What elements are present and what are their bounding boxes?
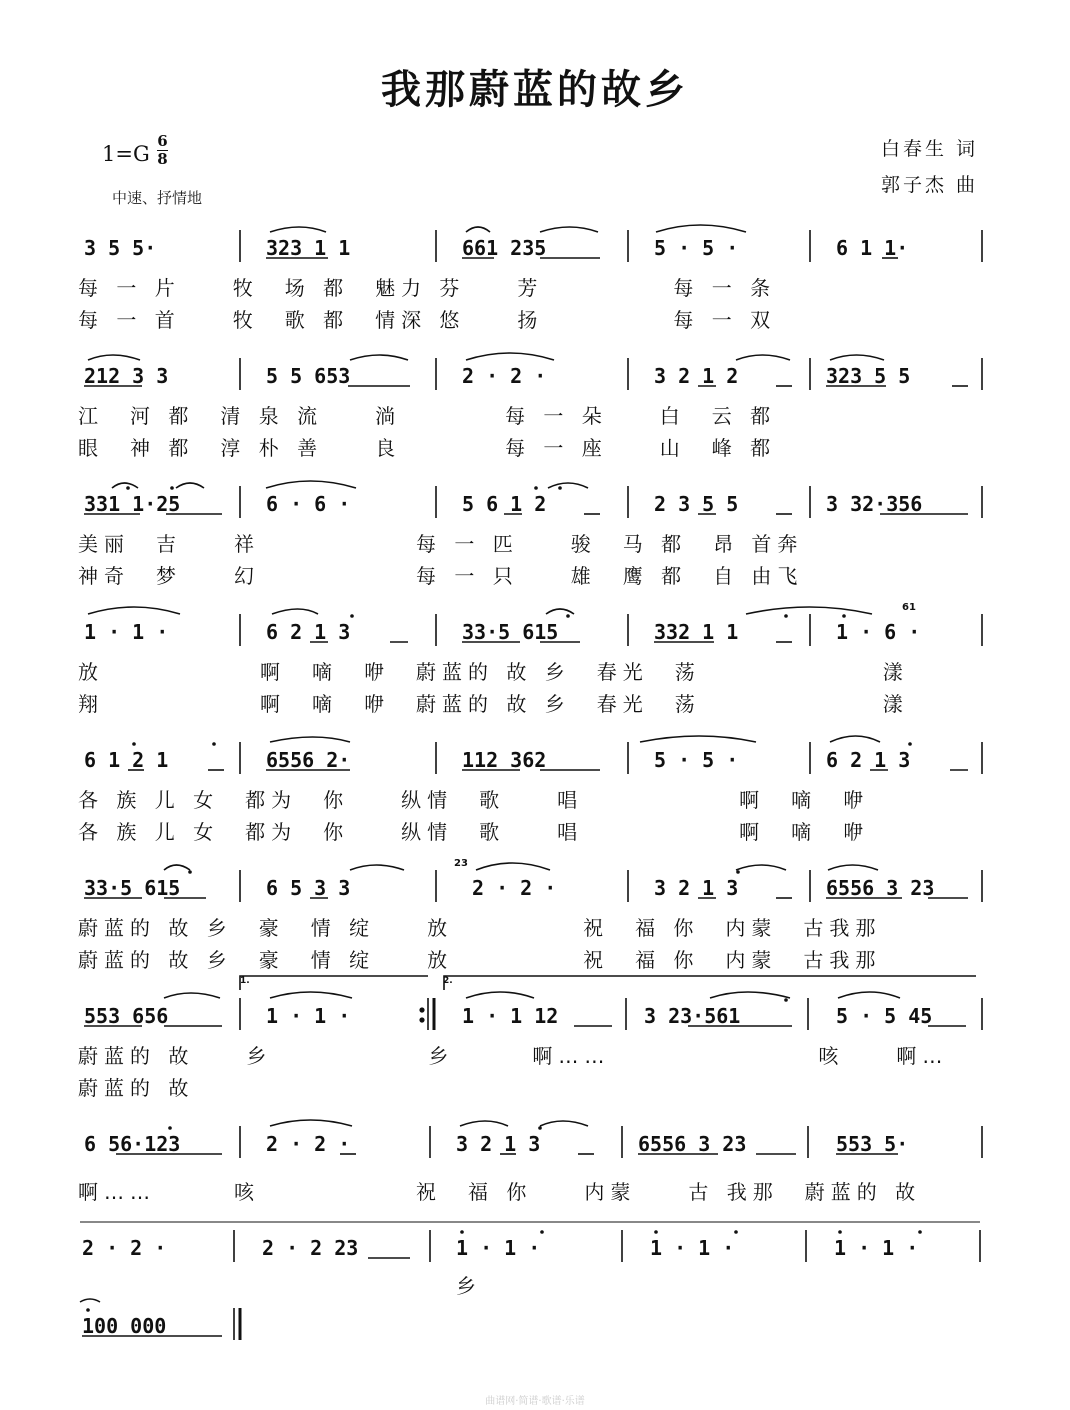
system-1-measure-2: 323 1 1: [266, 236, 351, 260]
system-2-measure-2: 5 5 653: [266, 364, 351, 388]
system-4-measure-2: 6 2 1 3: [266, 620, 351, 644]
system-3-measure-2: 6 · 6 ·: [266, 492, 351, 516]
tempo-marking: 中速、抒情地: [112, 189, 203, 207]
system-7-lyrics-verse-2: 蔚蓝的 故: [78, 1076, 195, 1100]
system-3-measure-1: 331 1·25: [84, 492, 181, 516]
volta-1-label: 1.: [240, 976, 250, 986]
system-1-measure-5: 6 1 1·: [836, 236, 909, 260]
system-9-measure-5: 1 · 1 ·: [834, 1236, 919, 1260]
system-3-lyrics-verse-2: 神奇 梦 幻 每 一 只 雄 鹰 都 自 由飞: [78, 564, 804, 588]
system-5-lyrics-verse-1: 各 族 儿 女 都为 你 纵情 歌 唱 啊 嘀 咿: [78, 788, 870, 812]
system-5-measure-2: 6556 2·: [266, 748, 351, 772]
system-2-measure-3: 2 · 2 ·: [462, 364, 547, 388]
system-6-measure-4: 3 2 1 3: [654, 876, 739, 900]
system-5-measure-1: 6 1 2 1: [84, 748, 169, 772]
system-4-measure-3: 33·5 615: [462, 620, 559, 644]
system-4-measure-4: 332 1 1: [654, 620, 739, 644]
system-7-lyrics-verse-1: 蔚蓝的 故 乡 乡 啊…… 咳 啊…: [78, 1044, 949, 1068]
song-title: 我那蔚蓝的故乡: [381, 67, 689, 113]
key-signature: 1=G: [102, 142, 150, 166]
system-1-measure-4: 5 · 5 ·: [654, 236, 739, 260]
system-9-lyrics: 乡: [456, 1274, 482, 1298]
system-8-measure-2: 2 · 2 ·: [266, 1132, 351, 1156]
system-5-measure-3: 112 362: [462, 748, 547, 772]
system-7-measure-1: 553 656: [84, 1004, 169, 1028]
system-1-lyrics-verse-1: 每 一 片 牧 场 都 魅力 芬 芳 每 一 条: [78, 276, 777, 300]
system-8-measure-4: 6556 3 23: [638, 1132, 747, 1156]
system-8-measure-5: 553 5·: [836, 1132, 909, 1156]
system-5-measure-5: 6 2 1 3: [826, 748, 911, 772]
system-2-lyrics-verse-1: 江 河 都 清 泉 流 淌 每 一 朵 白 云 都: [78, 404, 777, 428]
lyricist-credit: 白春生 词: [880, 138, 978, 160]
system-5-lyrics-verse-2: 各 族 儿 女 都为 你 纵情 歌 唱 啊 嘀 咿: [78, 820, 870, 844]
system-1-lyrics-verse-2: 每 一 首 牧 歌 都 情深 悠 扬 每 一 双: [78, 308, 777, 332]
system-9-measure-2: 2 · 2 23: [262, 1236, 359, 1260]
system-10-measure-1: 100 000: [82, 1314, 167, 1338]
system-7-measure-2: 1 · 1 ·: [266, 1004, 351, 1028]
volta-2-label: 2.: [443, 976, 453, 986]
system-7-measure-4: 3 23·561: [644, 1004, 741, 1028]
system-6-measure-5: 6556 3 23: [826, 876, 935, 900]
system-4-measure-5: 1 · 6 ·: [836, 620, 921, 644]
system-6-lyrics-verse-1: 蔚蓝的 故 乡 豪 情 绽 放 祝 福 你 内蒙 古我那: [78, 916, 882, 940]
time-numerator: 6: [157, 132, 168, 150]
system-4-lyrics-verse-1: 放 啊 嘀 咿 蔚蓝的 故 乡 春光 荡 漾: [78, 660, 909, 684]
composer-credit: 郭子杰 曲: [880, 174, 978, 196]
time-denominator: 8: [157, 150, 168, 168]
system-2-lyrics-verse-2: 眼 神 都 淳 朴 善 良 每 一 座 山 峰 都: [78, 436, 777, 460]
system-9-measure-3: 1 · 1 ·: [456, 1236, 541, 1260]
system-6-measure-1: 33·5 615: [84, 876, 181, 900]
system-7-measure-5: 5 · 5 45: [836, 1004, 933, 1028]
system-6-measure-3: 2 · 2 ·: [472, 876, 557, 900]
system-3-measure-3: 5 6 1 2: [462, 492, 547, 516]
system-1-measure-3: 661 235: [462, 236, 547, 260]
system-3-measure-4: 2 3 5 5: [654, 492, 739, 516]
system-3-measure-5: 3 32·356: [826, 492, 923, 516]
system-2-measure-5: 323 5 5: [826, 364, 911, 388]
system-9-measure-4: 1 · 1 ·: [650, 1236, 735, 1260]
system-2-measure-1: 212 3 3: [84, 364, 169, 388]
system-6-grace-note: 23: [454, 858, 468, 869]
system-4-measure-1: 1 · 1 ·: [84, 620, 169, 644]
system-9-measure-1: 2 · 2 ·: [82, 1236, 167, 1260]
system-5-measure-4: 5 · 5 ·: [654, 748, 739, 772]
system-8-measure-3: 3 2 1 3: [456, 1132, 541, 1156]
system-1-measure-1: 3 5 5·: [84, 236, 157, 260]
footer-watermark: 曲谱网·简谱·歌谱·乐谱: [485, 1396, 585, 1407]
system-4-lyrics-verse-2: 翔 啊 嘀 咿 蔚蓝的 故 乡 春光 荡 漾: [78, 692, 909, 716]
system-8-lyrics: 啊…… 咳 祝 福 你 内蒙 古 我那 蔚蓝的 故: [78, 1180, 922, 1204]
system-4-grace-note: 61: [902, 602, 916, 613]
system-3-lyrics-verse-1: 美丽 吉 祥 每 一 匹 骏 马 都 昂 首奔: [78, 532, 804, 556]
system-2-measure-4: 3 2 1 2: [654, 364, 739, 388]
system-8-measure-1: 6 56·123: [84, 1132, 181, 1156]
system-6-measure-2: 6 5 3 3: [266, 876, 351, 900]
system-6-lyrics-verse-2: 蔚蓝的 故 乡 豪 情 绽 放 祝 福 你 内蒙 古我那: [78, 948, 882, 972]
system-7-measure-3: 1 · 1 12: [462, 1004, 559, 1028]
